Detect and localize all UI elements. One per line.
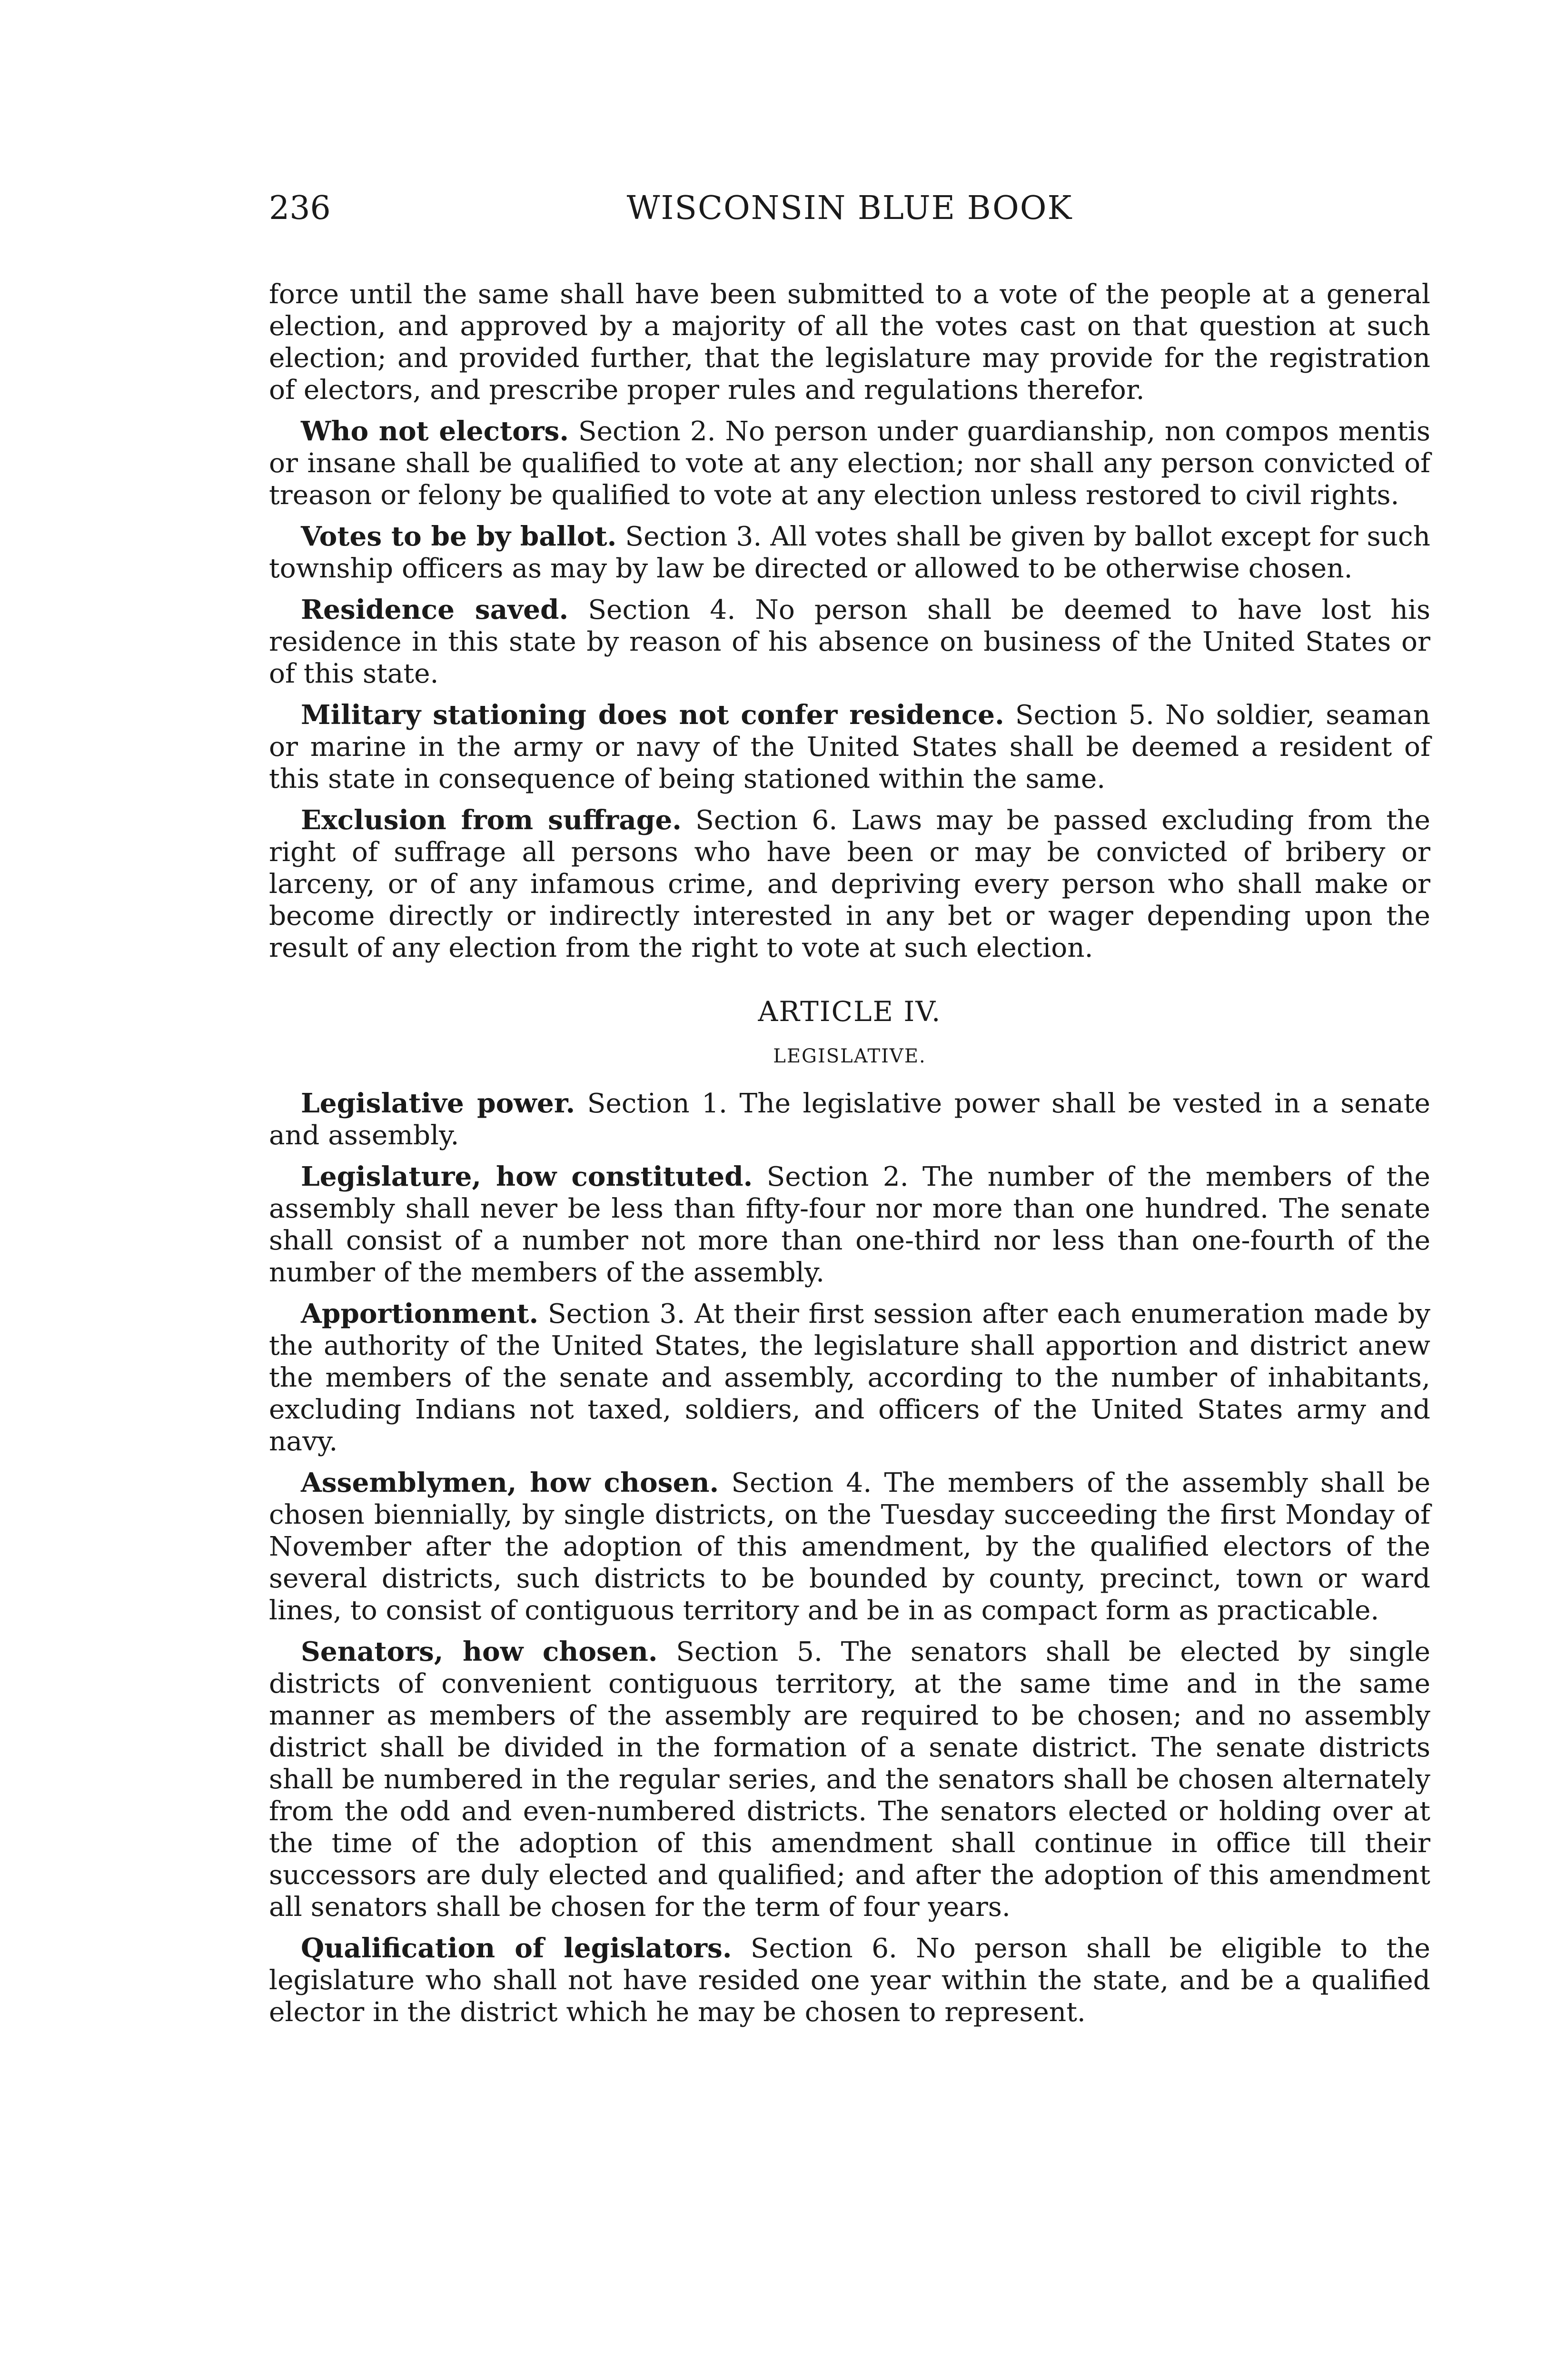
section-votes-by-ballot: [269, 521, 1430, 585]
section-text: Section 2. No person under guardianship, non compos mentis or insane shall be qualified to vote at any election; nor shall any person convicted of treason or felony be qualified to vote at any election unless restored to civil rights.: [269, 416, 1430, 511]
section-text: Section 3. All votes shall be given by ballot except for such township officers as may by law be directed or allowed to be otherwise chosen.: [269, 521, 1431, 584]
section-text: Section 2. The number of the members of the assembly shall never be less than fifty-four nor more than one hundred. The senate shall consist of a number not more than one-third nor less than one-fourth of the number of the members of the assembly.: [269, 1161, 1430, 1288]
section-heading: Legislature, how constituted.: [301, 1161, 753, 1192]
section-exclusion-from-suffrage: [269, 804, 1430, 964]
section-heading: Residence saved.: [301, 594, 569, 625]
section-apportionment: [269, 1298, 1430, 1458]
running-head: WISCONSIN BLUE BOOK: [626, 189, 1073, 227]
section-text: Section 4. The members of the assembly shall be chosen biennially, by single districts, on the Tuesday succeeding the first Monday of November after the adoption of this amendment, by the qualified electors of the several districts, such districts to be bounded by county, precinct, town or ward lines, to consist of contiguous territory and be in as compact form as practicable.: [269, 1468, 1431, 1626]
section-heading: Qualification of legislators.: [301, 1933, 732, 1964]
page-body: [269, 278, 1430, 2038]
section-who-not-electors: [269, 416, 1430, 511]
section-legislative-power: [269, 1088, 1430, 1151]
page-number: 236: [269, 189, 331, 227]
section-heading: Legislative power.: [301, 1088, 575, 1119]
article-title: ARTICLE IV.: [758, 995, 941, 1028]
section-heading: Senators, how chosen.: [301, 1636, 658, 1667]
continuation-paragraph: force until the same shall have been submitted to a vote of the people at a general election, and approved by a majority of all the votes cast on that question at such election; and provided further, that the legislature may provide for the registration of electors, and prescribe proper rules and regulations therefor.: [269, 279, 1430, 406]
section-heading: Exclusion from suffrage.: [301, 804, 682, 836]
section-military-stationing: [269, 699, 1430, 795]
section-heading: Apportionment.: [301, 1298, 539, 1329]
section-text: Section 5. The senators shall be elected by single districts of convenient contiguous territory, at the same time and in the same manner as members of the assembly are required to be chosen; and no assembly district shall be divided in the formation of a senate district. The senate districts shall be numbered in the regular series, and the senators shall be chosen alternately from the odd and even-numbered districts. The senators elected or holding over at the time of the adoption of this amendment shall continue in office till their successors are duly elected and qualified; and after the adoption of this amendment all senators shall be chosen for the term of four years.: [269, 1636, 1430, 1923]
section-legislature-constituted: [269, 1161, 1430, 1289]
section-text: Section 3. At their first session after each enumeration made by the authority of the United States, the legislature shall apportion and district anew the members of the senate and assembly, according to the number of inhabitants, excluding Indians not taxed, soldiers, and officers of the United States army and navy.: [269, 1299, 1430, 1457]
section-heading: Military stationing does not confer residence.: [301, 699, 1004, 731]
section-text: Section 1. The legislative power shall be vested in a senate and assembly.: [269, 1088, 1430, 1151]
section-senators-chosen: [269, 1636, 1430, 1923]
section-text: Section 6. Laws may be passed excluding from the right of suffrage all persons who have been or may be convicted of bribery or larceny, or of any infamous crime, and depriving every person who shall make or become directly or indirectly interested in any bet or wager depending upon the result of any election from the right to vote at such election.: [269, 805, 1430, 963]
section-qualification-legislators: [269, 1933, 1430, 2028]
section-heading: Votes to be by ballot.: [301, 521, 617, 552]
section-text: Section 5. No soldier, seaman or marine in the army or navy of the United States shall be deemed a resident of this state in consequence of being stationed within the same.: [269, 700, 1430, 794]
section-text: Section 4. No person shall be deemed to have lost his residence in this state by reason of his absence on business of the United States or of this state.: [269, 595, 1430, 689]
article-subtitle: LEGISLATIVE.: [773, 1045, 926, 1067]
section-heading: Who not electors.: [301, 416, 569, 447]
section-assemblymen-chosen: [269, 1467, 1430, 1626]
section-residence-saved: [269, 594, 1430, 690]
page-header: [269, 185, 1430, 232]
section-text: Section 6. No person shall be eligible to the legislature who shall not have resided one year within the state, and be a qualified elector in the district which he may be chosen to represent.: [269, 1933, 1430, 2028]
section-heading: Assemblymen, how chosen.: [301, 1467, 719, 1498]
